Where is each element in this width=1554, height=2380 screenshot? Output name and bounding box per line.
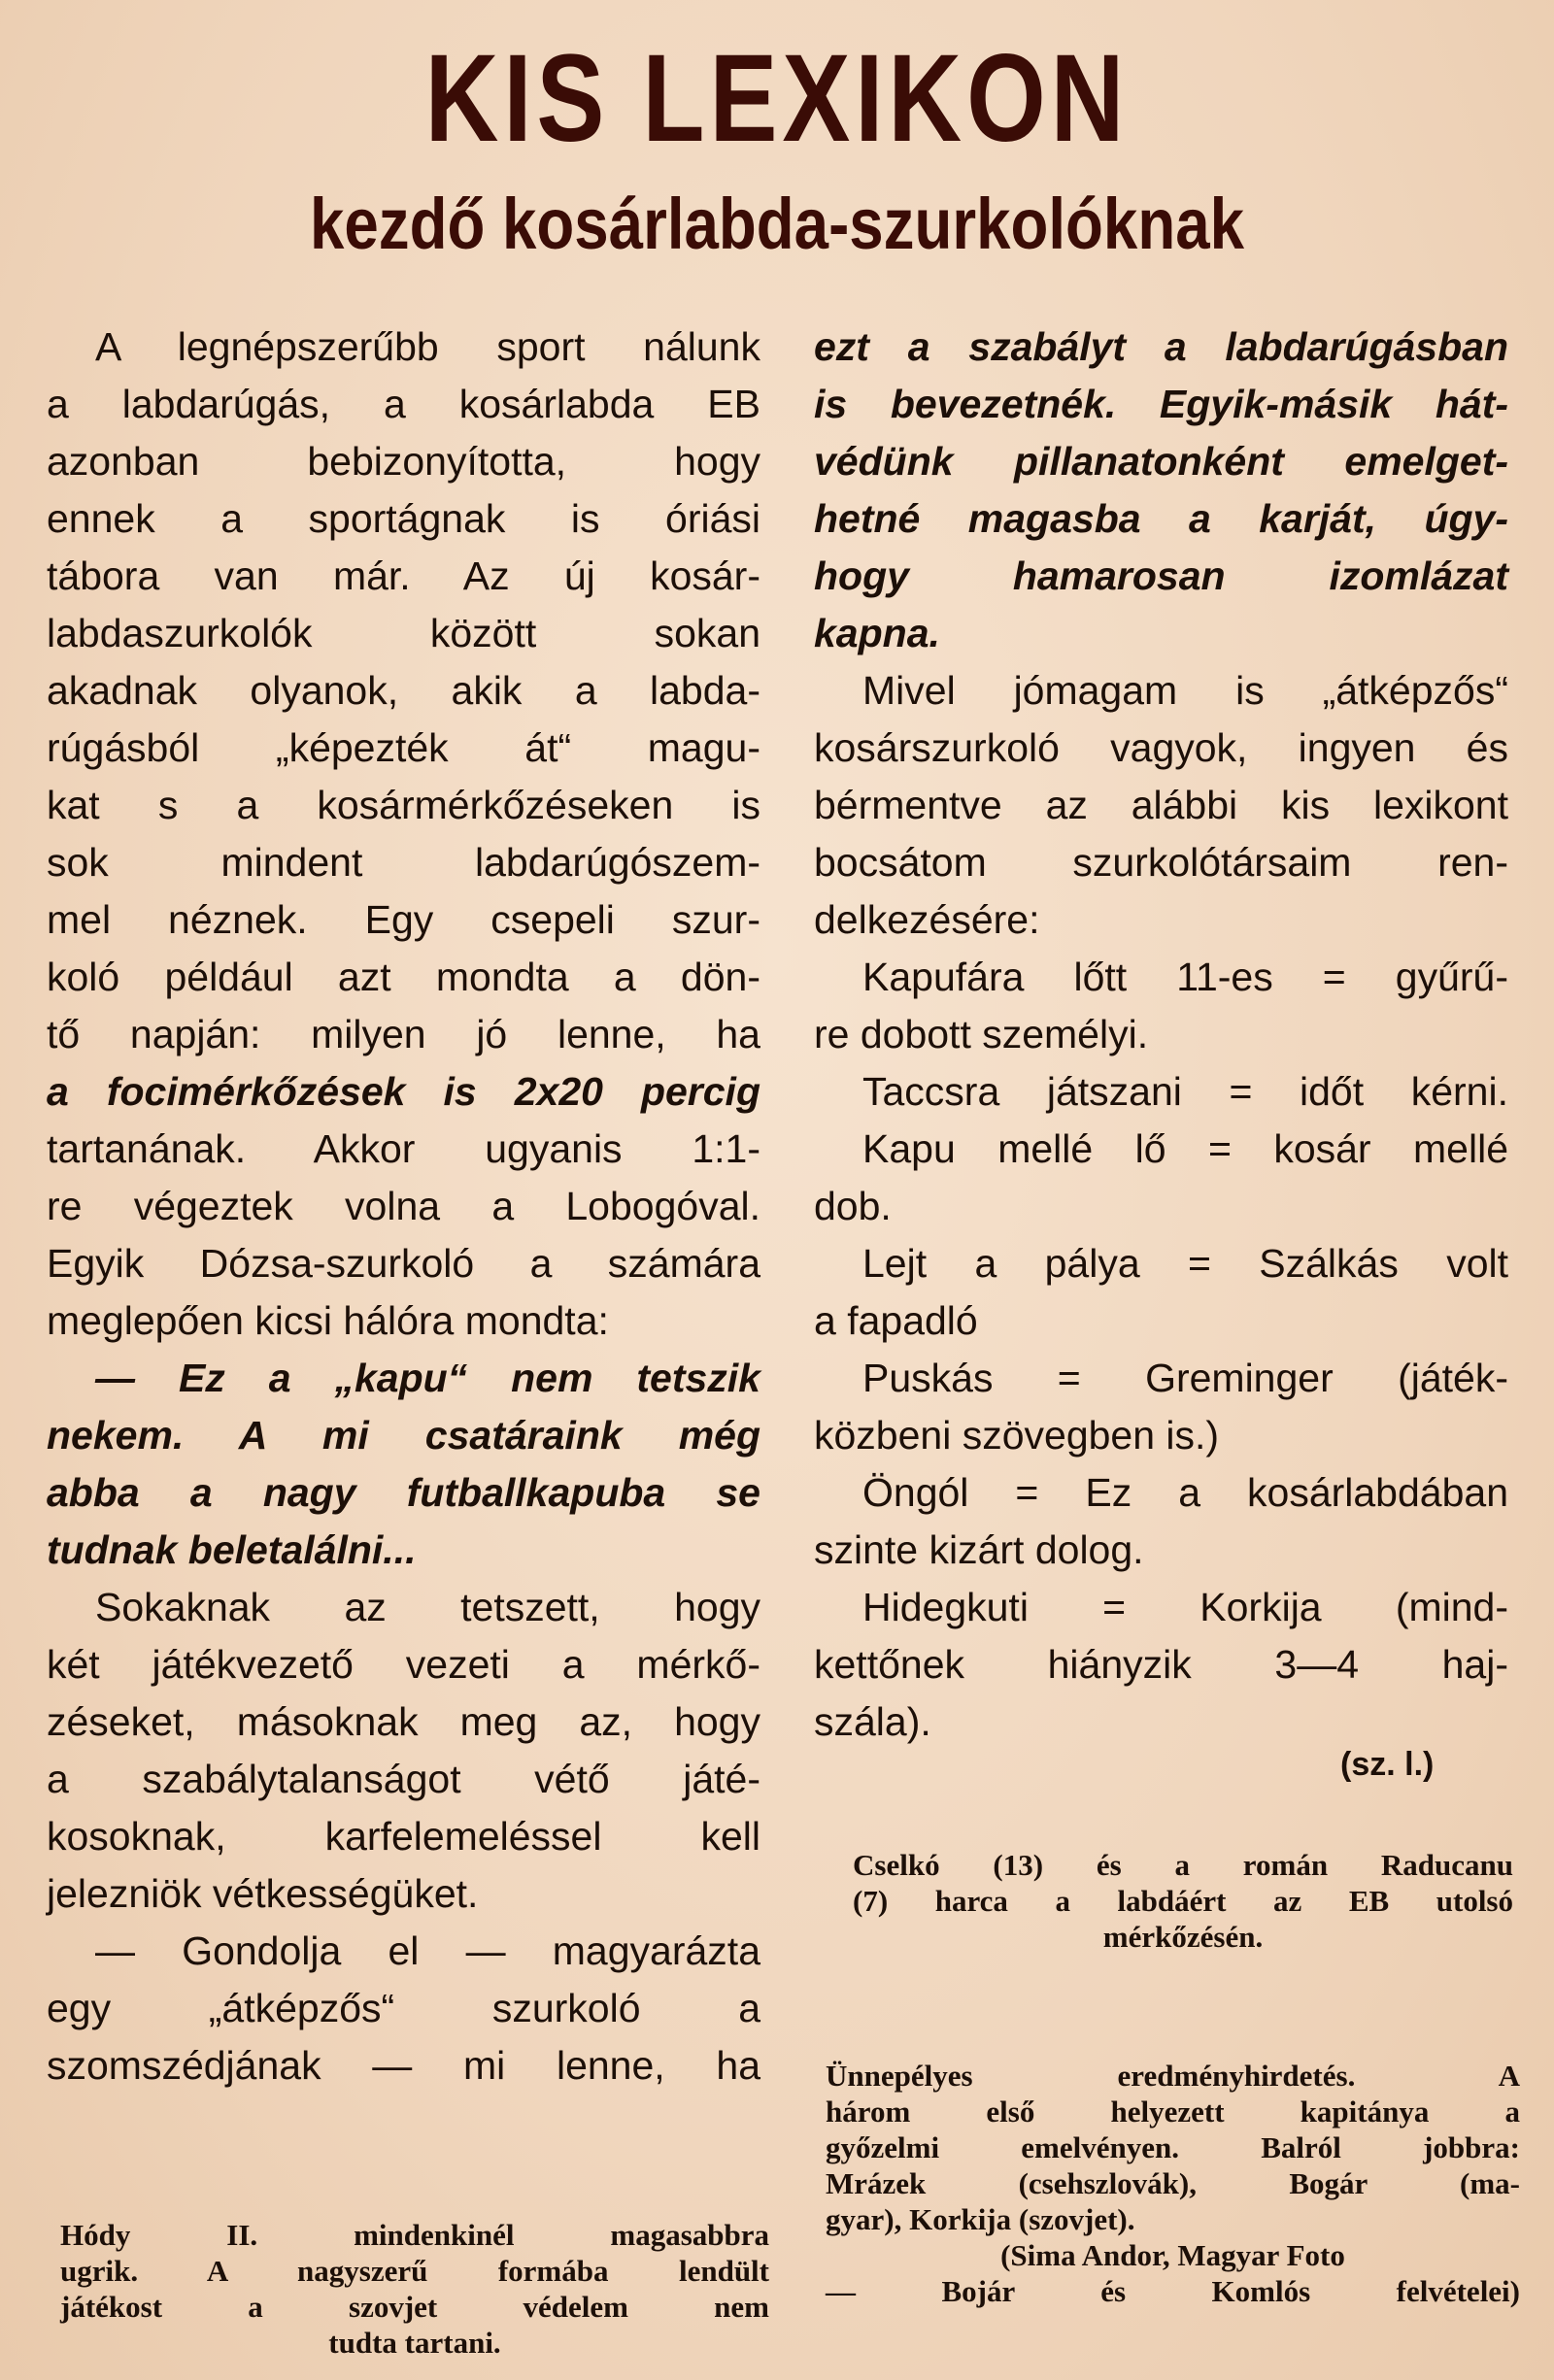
article-line: kosoknak, karfelemeléssel kell <box>47 1814 760 1859</box>
article-line: kat s a kosármérkőzéseken is <box>47 783 760 827</box>
article-line: dob. <box>814 1184 892 1228</box>
article-line: a szabálytalanságot vétő játé- <box>47 1757 760 1801</box>
photo-caption-hody <box>60 2217 769 2361</box>
photo-caption-ceremony <box>826 2058 1520 2309</box>
article-line: — Ez a „kapu“ nem tetszik <box>95 1356 760 1400</box>
caption-line: ugrik. A nagyszerű formába lendült <box>60 2254 769 2288</box>
article-line: szinte kizárt dolog. <box>814 1527 1144 1572</box>
article-line: Kapu mellé lő = kosár mellé <box>862 1126 1508 1171</box>
article-line: két játékvezető vezeti a mérkő- <box>47 1642 760 1687</box>
subheadline: kezdő kosárlabda-szurkolóknak <box>309 184 1244 264</box>
article-line: kettőnek hiányzik 3—4 haj- <box>814 1642 1508 1687</box>
caption-line: (7) harca a labdáért az EB utolsó <box>853 1884 1513 1918</box>
article-line: Öngól = Ez a kosárlabdában <box>862 1470 1508 1515</box>
article-line: akadnak olyanok, akik a labda- <box>47 668 760 713</box>
article-line: a labdarúgás, a kosárlabda EB <box>47 382 760 426</box>
article-line: védünk pillanatonként emelget- <box>814 439 1508 484</box>
article-line: rúgásból „képezték át“ magu- <box>47 725 760 770</box>
article-line: Egyik Dózsa-szurkoló a számára <box>47 1241 760 1286</box>
caption-line: Hódy II. mindenkinél magasabbra <box>60 2218 769 2252</box>
article-line: Hidegkuti = Korkija (mind- <box>862 1585 1508 1629</box>
article-line: is bevezetnék. Egyik-másik hát- <box>814 382 1508 426</box>
article-line: hogy hamarosan izomlázat <box>814 553 1508 598</box>
article-line: mel néznek. Egy csepeli szur- <box>47 897 760 942</box>
article-line: tudnak beletalálni... <box>47 1527 417 1572</box>
article-line: ezt a szabályt a labdarúgásban <box>814 324 1508 369</box>
article-line: szála). <box>814 1699 931 1744</box>
article-line: egy „átképzős“ szurkoló a <box>47 1986 760 2030</box>
article-column-left <box>47 318 760 2095</box>
article-line: A legnépszerűbb sport nálunk <box>95 324 760 369</box>
article-line: Kapufára lőtt 11-es = gyűrű- <box>862 955 1508 999</box>
article-line: bérmentve az alábbi kis lexikont <box>814 783 1508 827</box>
article-line: Mivel jómagam is „átképzős“ <box>862 668 1508 713</box>
article-line: tő napján: milyen jó lenne, ha <box>47 1012 760 1056</box>
caption-line: tudta tartani. <box>328 2326 501 2360</box>
article-line: Puskás = Greminger (játék- <box>862 1356 1508 1400</box>
article-line: tábora van már. Az új kosár- <box>47 553 760 598</box>
article-line: delkezésére: <box>814 897 1040 942</box>
article-line: a focimérkőzések is 2x20 percig <box>47 1069 760 1114</box>
caption-line: — Bojár és Komlós felvételei) <box>826 2274 1520 2308</box>
article-line: labdaszurkolók között sokan <box>47 611 760 655</box>
article-line: Sokaknak az tetszett, hogy <box>95 1585 760 1629</box>
article-line: bocsátom szurkolótársaim ren- <box>814 840 1508 885</box>
article-line: sok mindent labdarúgószem- <box>47 840 760 885</box>
article-line: kosárszurkoló vagyok, ingyen és <box>814 725 1508 770</box>
caption-line: mérkőzésén. <box>1102 1920 1264 1954</box>
caption-line: gyar), Korkija (szovjet). <box>826 2202 1135 2236</box>
article-line: a fapadló <box>814 1298 978 1343</box>
caption-line: Cselkó (13) és a román Raducanu <box>853 1848 1513 1882</box>
article-line: Taccsra játszani = időt kérni. <box>862 1069 1508 1114</box>
article-line: zéseket, másoknak meg az, hogy <box>47 1699 760 1744</box>
article-line: szomszédjának — mi lenne, ha <box>47 2043 760 2088</box>
article-column-right <box>814 318 1508 1751</box>
caption-line: (Sima Andor, Magyar Foto <box>1000 2238 1345 2272</box>
caption-line: játékost a szovjet védelem nem <box>60 2290 769 2324</box>
caption-line: Mrázek (csehszlovák), Bogár (ma- <box>826 2166 1520 2200</box>
article-line: ennek a sportágnak is óriási <box>47 496 760 541</box>
article-line: jelezniök vétkességüket. <box>47 1871 479 1916</box>
article-line: közbeni szövegben is.) <box>814 1413 1220 1458</box>
article-line: kapna. <box>814 611 940 655</box>
author-signature: (sz. l.) <box>1340 1746 1435 1783</box>
article-line: re dobott személyi. <box>814 1012 1149 1056</box>
caption-line: Ünnepélyes eredményhirdetés. A <box>826 2059 1520 2093</box>
article-line: — Gondolja el — magyarázta <box>95 1928 760 1973</box>
article-line: Lejt a pálya = Szálkás volt <box>862 1241 1508 1286</box>
article-line: re végeztek volna a Lobogóval. <box>47 1184 760 1228</box>
article-line: azonban bebizonyította, hogy <box>47 439 760 484</box>
article-line: tartanának. Akkor ugyanis 1:1- <box>47 1126 760 1171</box>
photo-caption-raducanu <box>853 1847 1513 1955</box>
article-line: koló például azt mondta a dön- <box>47 955 760 999</box>
headline: KIS LEXIKON <box>424 29 1130 168</box>
article-line: meglepően kicsi hálóra mondta: <box>47 1298 609 1343</box>
article-line: nekem. A mi csatáraink még <box>47 1413 760 1458</box>
caption-line: győzelmi emelvényen. Balról jobbra: <box>826 2130 1520 2164</box>
article-line: hetné magasba a karját, úgy- <box>814 496 1508 541</box>
caption-line: három első helyezett kapitánya a <box>826 2095 1520 2129</box>
article-line: abba a nagy futballkapuba se <box>47 1470 760 1515</box>
